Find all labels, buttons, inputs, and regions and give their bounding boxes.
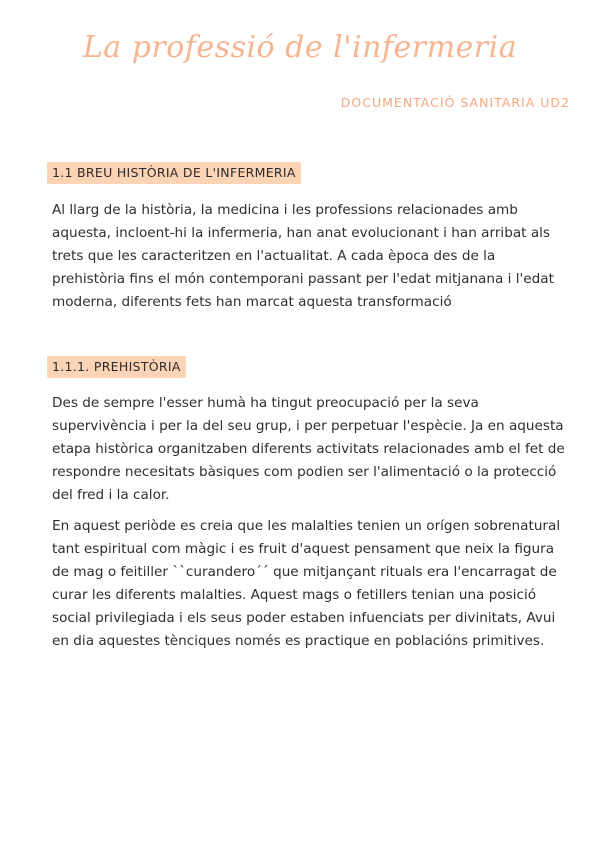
paragraph-prehistory-2: En aquest periòde es creia que les malalties tenien un orígen sobrenatural tant espiritual com màgic i es fruit d'aquest pensament que neix la figura de mag o feitiller ``curandero´´ que mitjançant rituals era l'encarragat de curar les diferents malalties. Aquest mags o fetillers tenian una posició social privilegiada i els seus poder estaben infuenciats per divinitats, Avui en dia aquestes tènciques només es practique en poblacións primitives. xyxy=(52,518,561,649)
section-heading-prehistory: 1.1.1. PREHISTÒRIA xyxy=(47,356,186,378)
document-subtitle: DOCUMENTACIÓ SANITARIA UD2 xyxy=(340,95,570,110)
section-heading-history: 1.1 BREU HISTÒRIA DE L'INFERMERIA xyxy=(47,162,301,184)
paragraph-history-intro: Al llarg de la història, la medicina i les professions relacionades amb aquesta, incloent-hi la infermeria, han anat evolucionant i han arribat als trets que les caracteritzen en l'actualitat. A cada època des de la prehistòria fins el món contemporani passant per l'edat mitjanana i l'edat moderna, diferents fets han marcat aquesta transformació xyxy=(52,202,554,310)
document-title: La professió de l'infermeria xyxy=(82,30,518,65)
paragraph-prehistory-1: Des de sempre l'esser humà ha tingut preocupació per la seva supervivència i per la del seu grup, i per perpetuar l'espècie. Ja en aquesta etapa històrica organitzaben diferents activitats relacionades amb el fet de respondre necesitats bàsiques com podien ser l'alimentació o la protecció del fred i la calor. xyxy=(52,395,565,503)
